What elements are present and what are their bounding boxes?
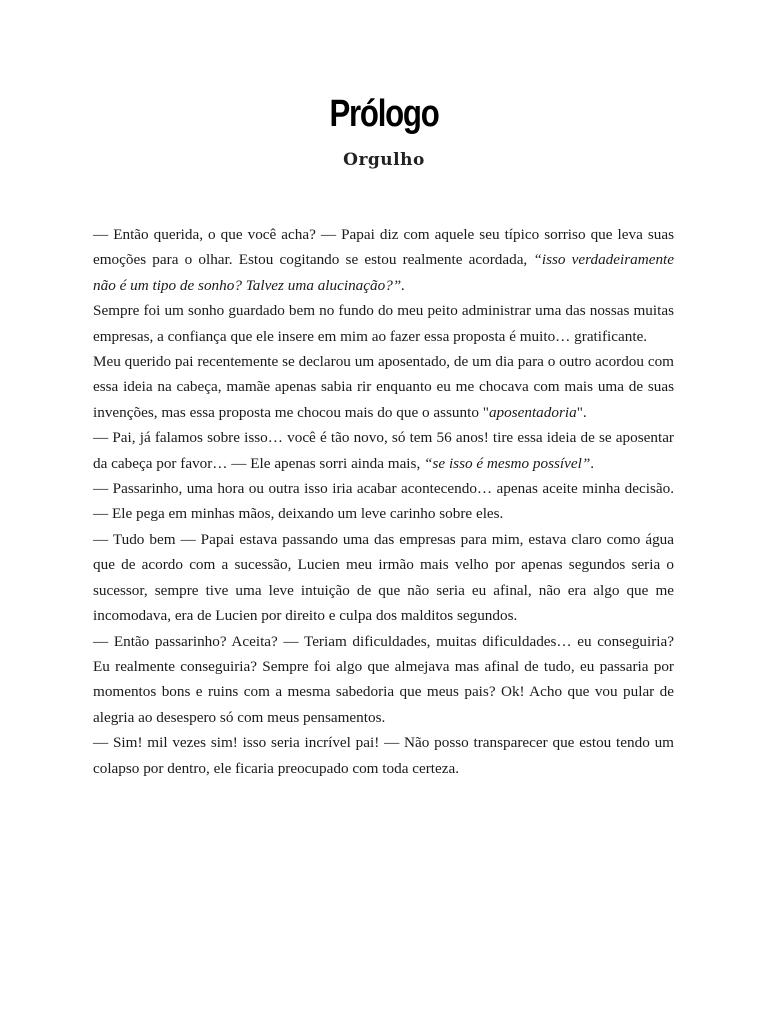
paragraph-text-italic: “isso verdadeiramente não é um tipo de sonho? Talvez uma alucinação?”. <box>93 251 674 294</box>
paragraph <box>93 476 674 527</box>
paragraph-text: — Então passarinho? Aceita? — Teriam dificuldades, muitas dificuldades… eu conseguiria? Eu realmente conseguiria? Sempre foi algo que almejava mas afinal de tudo, eu passaria por momentos bons e ruins com a mesma sabedoria que meus pais? Ok! Acho que vou pular de alegria ao desespero só com meus pensamentos. <box>93 632 674 726</box>
paragraph-text: — Passarinho, uma hora ou outra isso iria acabar acontecendo… apenas aceite minha decisão. — Ele pega em minhas mãos, deixando um leve carinho sobre eles. <box>93 480 674 523</box>
chapter-body <box>93 222 674 781</box>
paragraph <box>93 298 674 349</box>
paragraph <box>93 730 674 781</box>
paragraph-text: ". <box>576 403 587 421</box>
paragraph-text: Sempre foi um sonho guardado bem no fundo do meu peito administrar uma das nossas muitas empresas, a confiança que ele insere em mim ao fazer essa proposta é muito… gratificante. <box>93 302 674 345</box>
paragraph <box>93 222 674 298</box>
paragraph-text-italic: “se isso é mesmo possível” <box>424 454 591 472</box>
paragraph-text: — Sim! mil vezes sim! isso seria incrível pai! — Não posso transparecer que estou tendo um colapso por dentro, ele ficaria preocupado com toda certeza. <box>93 734 674 777</box>
paragraph-text: — Pai, já falamos sobre isso… você é tão novo, só tem 56 anos! tire essa ideia de se aposentar da cabeça por favor… — Ele apenas sorri ainda mais, <box>93 429 674 472</box>
chapter-title: Prólogo <box>329 93 439 135</box>
paragraph <box>93 425 674 476</box>
chapter-subtitle: Orgulho <box>343 150 425 170</box>
paragraph <box>93 349 674 425</box>
paragraph-text: Meu querido pai recentemente se declarou um aposentado, de um dia para o outro acordou com essa ideia na cabeça, mamãe apenas sabia rir enquanto eu me chocava com mais uma de suas invenções, mas essa proposta me chocou mais do que o assunto " <box>93 353 674 421</box>
paragraph <box>93 527 674 629</box>
paragraph-text-italic: aposentadoria <box>488 403 577 421</box>
paragraph-text: — Então querida, o que você acha? — Papai diz com aquele seu típico sorriso que leva suas emoções para o olhar. Estou cogitando se estou realmente acordada, <box>93 226 674 269</box>
paragraph <box>93 629 674 731</box>
paragraph-text: — Tudo bem — Papai estava passando uma das empresas para mim, estava claro como água que de acordo com a sucessão, Lucien meu irmão mais velho por apenas segundos seria o sucessor, sempre tive uma leve intuição de que não seria eu afinal, não era algo que me incomodava, era de Lucien por direito e culpa dos malditos segundos. <box>93 530 674 625</box>
paragraph-text: . <box>590 454 595 472</box>
